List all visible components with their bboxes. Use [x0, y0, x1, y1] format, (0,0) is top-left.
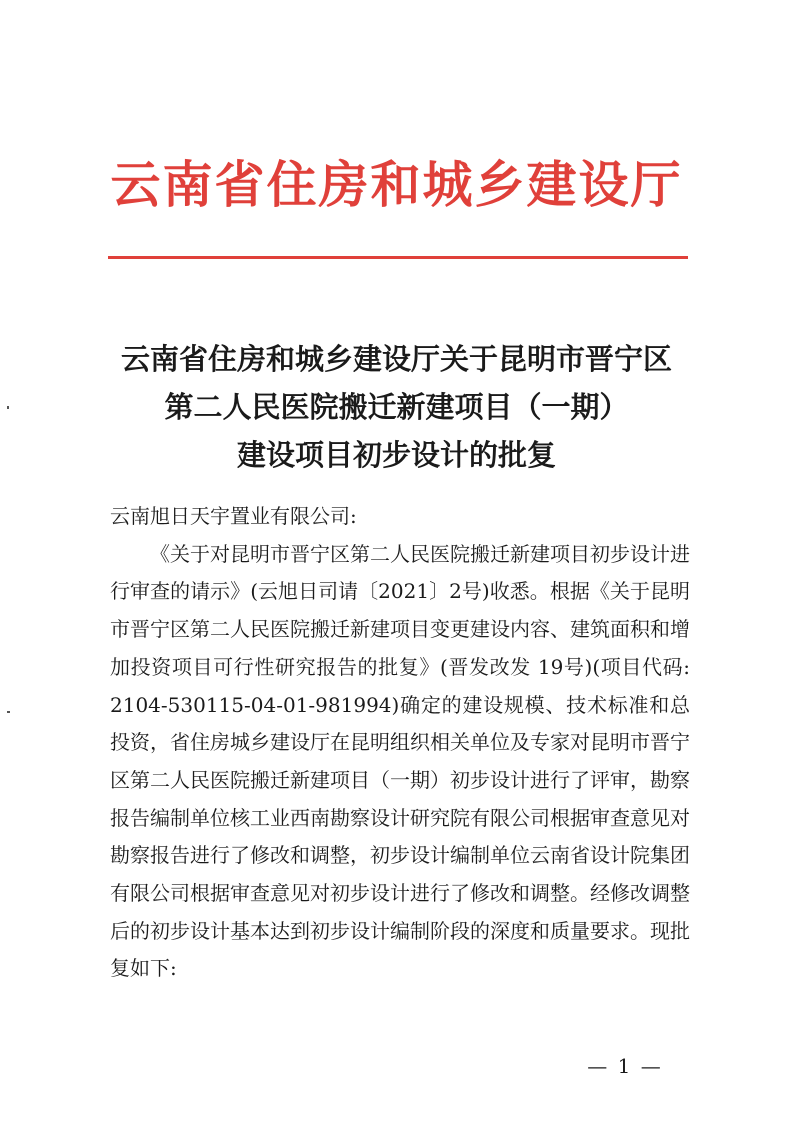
title-line-3: 建设项目初步设计的批复 — [236, 438, 556, 472]
title-line-1: 云南省住房和城乡建设厅关于昆明市晋宁区 — [120, 342, 672, 376]
scan-speck — [7, 711, 10, 713]
document-body — [110, 498, 690, 988]
scan-speck — [7, 406, 9, 409]
agency-letterhead: 云南省住房和城乡建设厅 — [110, 155, 683, 214]
body-paragraph: 《关于对昆明市晋宁区第二人民医院搬迁新建项目初步设计进行审查的请示》(云旭日司请〔2021〕2号)收悉。根据《关于昆明市晋宁区第二人民医院搬迁新建项目变更建设内容、建筑面积和增加投资项目可行性研究报告的批复》(晋发改发 19号)(项目代码: 2104-530115-04-01-981994)确定的建设规模、技术标准和总投资，省住房城乡建设厅在昆明组织相关单位及专家对昆明市晋宁区第二人民医院搬迁新建项目（一期）初步设计进行了评审，勘察报告编制单位核工业西南勘察设计研究院有限公司根据审查意见对勘察报告进行了修改和调整，初步设计编制单位云南省设计院集团有限公司根据审查意见对初步设计进行了修改和调整。经修改调整后的初步设计基本达到初步设计编制阶段的深度和质量要求。现批复如下: — [110, 541, 690, 981]
document-title — [0, 335, 793, 479]
page-number: — 1 — — [587, 1054, 663, 1078]
title-line-2: 第二人民医院搬迁新建项目（一期） — [164, 390, 629, 424]
recipient-line: 云南旭日天宇置业有限公司: — [110, 504, 357, 528]
red-divider-line — [108, 256, 688, 259]
